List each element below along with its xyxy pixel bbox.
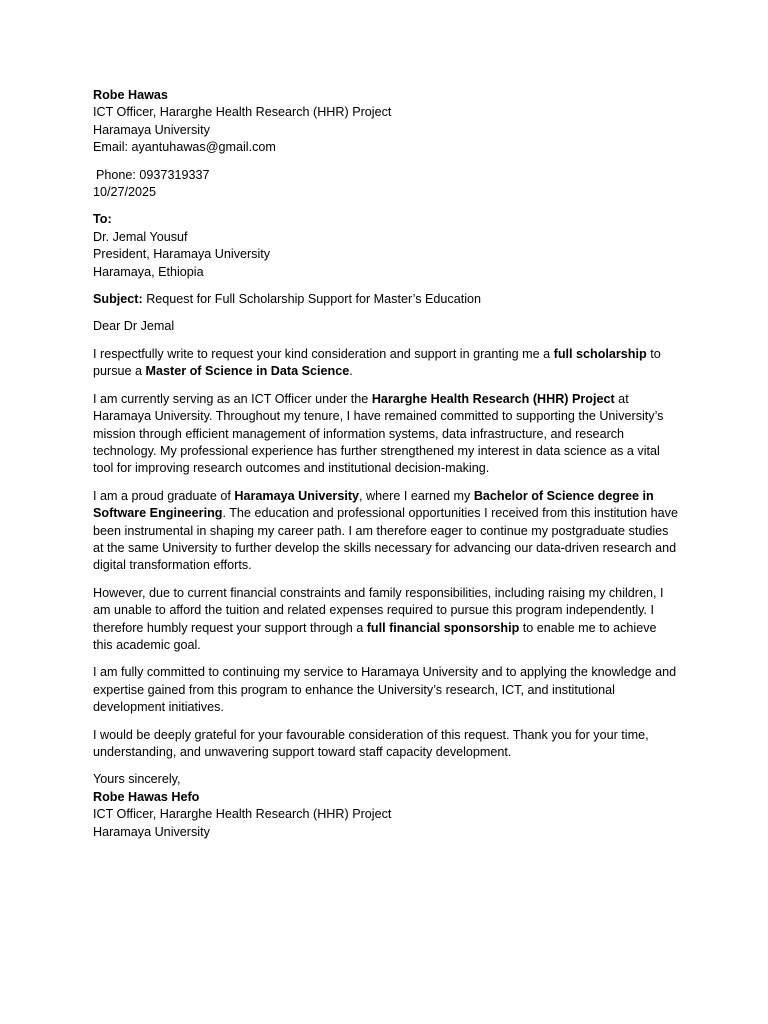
email-label: Email: <box>93 140 128 155</box>
subject-label: Subject: <box>93 292 143 307</box>
salutation: Dear Dr Jemal <box>93 319 175 334</box>
recipient-name: Dr. Jemal Yousuf <box>93 229 188 244</box>
sender-email-line <box>93 139 678 156</box>
signature-institution: Haramaya University <box>93 824 210 839</box>
recipient-block <box>93 211 678 281</box>
recipient-title: President, Haramaya University <box>93 247 271 262</box>
paragraph-6: I would be deeply grateful for your favourable consideration of this request. Thank you for your time, understanding, and unwavering support toward staff capacity development. <box>93 727 649 759</box>
phone-label: Phone: <box>96 167 136 182</box>
valediction: Yours sincerely, <box>93 772 181 787</box>
paragraph-1: I respectfully write to request your kind consideration and support in granting me a full scholarship to pursue a Master of Science in Data Science. <box>93 346 661 379</box>
recipient-location: Haramaya, Ethiopia <box>93 264 204 279</box>
signature-name: Robe Hawas Hefo <box>93 789 200 804</box>
signature-title: ICT Officer, Hararghe Health Research (HHR) Project <box>93 807 392 822</box>
paragraph-2: I am currently serving as an ICT Officer under the Hararghe Health Research (HHR) Project at Haramaya University. Throughout my tenure, I have remained committed to supporting the University’s mission through efficient management of information systems, data infrastructure, and research technology. My professional experience has further strengthened my interest in data science as a vital tool for improving research outcomes and institutional decision-making. <box>93 391 664 476</box>
letter-body <box>93 87 678 841</box>
sender-phone-line <box>93 167 678 184</box>
to-label: To: <box>93 212 112 227</box>
sender-name: Robe Hawas <box>93 88 168 102</box>
subject-text: Request for Full Scholarship Support for Master’s Education <box>146 292 482 307</box>
sender-phone: 0937319337 <box>139 167 210 182</box>
sender-block <box>93 87 678 201</box>
paragraph-3: I am a proud graduate of Haramaya University, where I earned my Bachelor of Science degree in Software Engineering. The education and professional opportunities I received from this institution have been instrumental in shaping my career path. I am therefore eager to continue my postgraduate studies at the same University to further develop the skills necessary for advancing our data-driven research and digital transformation efforts. <box>93 488 678 573</box>
sender-title: ICT Officer, Hararghe Health Research (HHR) Project <box>93 105 392 120</box>
sender-institution: Haramaya University <box>93 122 210 137</box>
paragraph-4: However, due to current financial constraints and family responsibilities, including raising my children, I am unable to afford the tuition and related expenses required to pursue this program independently. I therefore humbly request your support through a full financial sponsorship to enable me to achieve this academic goal. <box>93 585 664 652</box>
letter-date: 10/27/2025 <box>93 185 157 200</box>
paragraph-5: I am fully committed to continuing my service to Haramaya University and to applying the knowledge and expertise gained from this program to enhance the University’s research, ICT, and institutional development initiatives. <box>93 665 677 715</box>
sender-email: ayantuhawas@gmail.com <box>131 140 276 155</box>
subject-line <box>93 291 678 308</box>
closing-block <box>93 771 678 841</box>
